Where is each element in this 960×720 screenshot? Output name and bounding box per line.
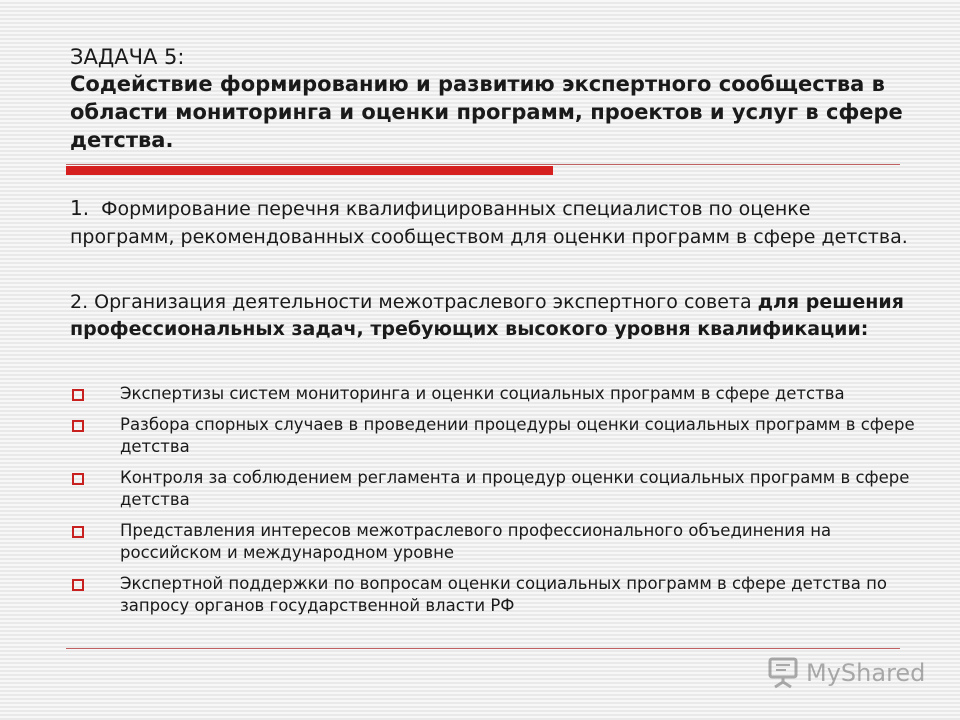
point-1 [70,194,910,251]
watermark-text: MyShared [806,659,926,687]
list-item-text: Представления интересов межотраслевого профессионального объединения на российском и международном уровне [120,521,832,562]
list-item [72,520,932,564]
list-item [72,573,932,617]
point-1-text: Формирование перечня квалифицированных специалистов по оценке программ, рекомендованных сообществом для оценки программ в сфере детства. [70,198,908,248]
list-item [72,467,932,511]
point-2-text-bold: для решения профессиональных задач, требующих высокого уровня квалификации: [70,291,904,340]
list-item-text: Экспертной поддержки по вопросам оценки социальных программ в сфере детства по запросу органов государственной власти РФ [120,574,888,615]
header-accent-bar [66,166,553,175]
list-item-text: Разбора спорных случаев в проведении процедуры оценки социальных программ в сфере детства [120,415,915,456]
task-title: Содействие формированию и развитию экспертного сообщества в области мониторинга и оценки программ, проектов и услуг в сфере детства. [70,72,903,152]
task-label: ЗАДАЧА 5: [70,45,185,69]
list-item-text: Экспертизы систем мониторинга и оценки социальных программ в сфере детства [120,384,845,403]
square-bullet-icon [72,526,84,538]
square-bullet-icon [72,420,84,432]
point-2 [70,289,940,343]
list-item-text: Контроля за соблюдением регламента и процедур оценки социальных программ в сфере детства [120,468,910,509]
slide-heading [70,44,930,154]
header-divider-line [66,164,900,165]
point-2-text-regular: 2. Организация деятельности межотраслевого экспертного совета [70,291,758,313]
square-bullet-icon [72,579,84,591]
point-1-number: 1. [70,196,90,220]
footer-divider-line [66,648,900,649]
myshared-watermark [766,656,925,690]
list-item [72,414,932,458]
presentation-board-icon [766,656,800,690]
list-item [72,383,932,405]
square-bullet-icon [72,473,84,485]
square-bullet-icon [72,389,84,401]
bullet-list [72,383,932,626]
